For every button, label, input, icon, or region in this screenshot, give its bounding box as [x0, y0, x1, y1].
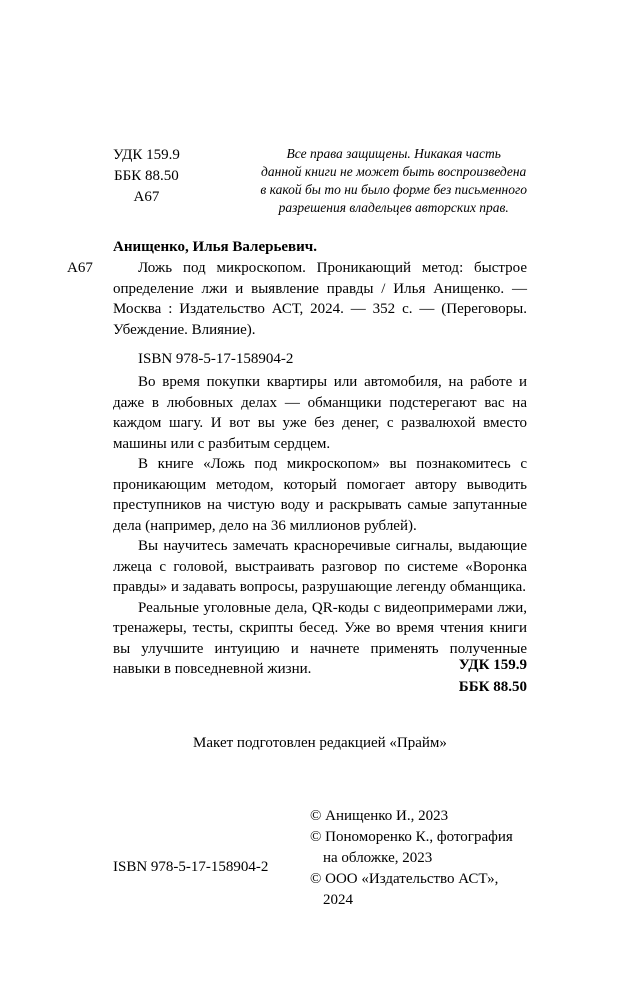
catalog-code-top: А67 [133, 189, 160, 205]
annotation-paragraph: Во время покупки квартиры или автомобиля, на работе и даже в любовных делах — обманщики подстерегают вас на каждом шагу. И вот вы уже без денег, с развалюхой вместо машины или с разбитым сердцем. [113, 374, 527, 452]
udk-code-bottom: УДК 159.9 [458, 657, 527, 673]
bbk-code-bottom: ББК 88.50 [458, 679, 527, 695]
rights-notice-line: разрешения владельцев авторских прав. [278, 200, 509, 215]
copyright-line: © ООО «Издательство АСТ», 2024 [310, 871, 499, 908]
rights-notice [260, 145, 527, 217]
bibliographic-entry [67, 258, 527, 340]
copyright-block [310, 806, 530, 911]
classification-codes-bottom [113, 654, 527, 698]
bibliographic-description: Ложь под микроскопом. Проникающий метод: быстрое определение лжи и выявление правды / Илья Анищенко. — Москва : Издательство АСТ, 2024. — 352 с. — (Переговоры. Убеждение. Влияние). [113, 260, 527, 338]
bbk-code-top: ББК 88.50 [114, 168, 179, 184]
rights-notice-line: в какой бы то ни было форме без письменного [260, 182, 527, 197]
isbn-middle: ISBN 978-5-17-158904-2 [138, 351, 294, 367]
header-row [113, 145, 527, 217]
copyright-line: © Анищенко И., 2023 [310, 808, 449, 824]
annotation-paragraph: Вы научитесь замечать красноречивые сигналы, выдающие лжеца с головой, выстраивать разговор по системе «Воронка правды» и задавать вопросы, разрушающие легенду обманщика. [113, 538, 527, 595]
isbn-bottom: ISBN 978-5-17-158904-2 [113, 859, 269, 875]
udk-code-top: УДК 159.9 [113, 147, 180, 163]
copyright-line: © Пономоренко К., фотография на обложке, 2023 [310, 829, 513, 866]
author-heading: Анищенко, Илья Валерьевич. [113, 239, 318, 255]
rights-notice-line: данной книги не может быть воспроизведена [261, 164, 527, 179]
annotation-paragraph: Реальные уголовные дела, QR-коды с видеопримерами лжи, тренажеры, тесты, скрипты бесед. Уже во время чтения книги вы улучшите интуицию и начнете применять полученные навыки в повседневной жизни. [113, 599, 527, 677]
annotation [113, 372, 527, 680]
catalog-code-margin: А67 [67, 260, 93, 276]
annotation-paragraph: В книге «Ложь под микроскопом» вы познакомитесь с проникающим методом, который помогает автору выводить преступников на чистую воду и раскрывать самые запутанные дела (например, дело на 36 миллионов рублей). [113, 456, 527, 534]
rights-notice-line: Все права защищены. Никакая часть [286, 146, 501, 161]
layout-credit: Макет подготовлен редакцией «Прайм» [193, 735, 447, 751]
classification-codes-top [113, 145, 180, 208]
